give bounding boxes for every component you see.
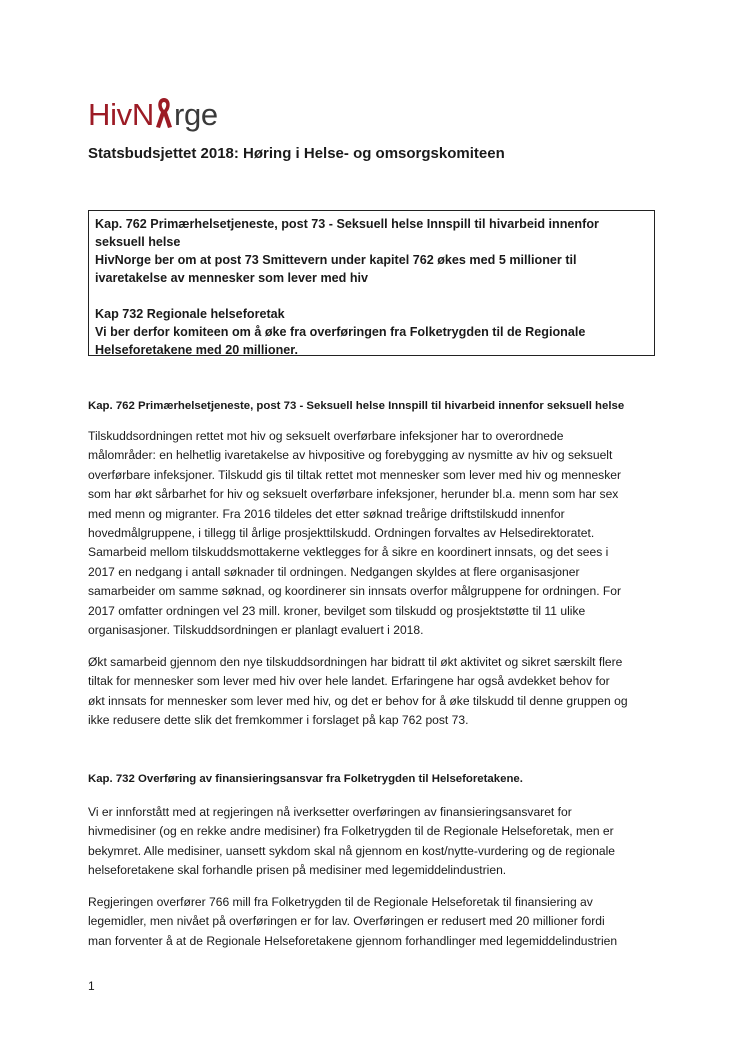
text-line: bekymret. Alle medisiner, uansett sykdom skal nå gjennom en kost/nytte-vurdering og de regionale [88, 843, 616, 858]
text-line: Tilskuddsordningen rettet mot hiv og seksuelt overførbare infeksjoner har to overordnede [88, 429, 564, 443]
summary-line: Helseforetakene med 20 millioner. [95, 343, 298, 357]
text-line: samarbeider om samme søknad, og koordinerer sin innsats overfor målgruppene for ordningen. For [88, 584, 622, 599]
section1-heading: Kap. 762 Primærhelsetjeneste, post 73 - Seksuell helse Innspill til hivarbeid innenfor seksuell helse [88, 400, 625, 412]
text-line: Samarbeid mellom tilskuddsmottakerne vektlegges for å sikre en koordinert innsats, og det sees i [88, 545, 609, 560]
text-line: Vi er innforstått med at regjeringen nå iverksetter overføringen av finansieringsansvaret for [88, 805, 572, 819]
summary-line: seksuell helse [95, 235, 181, 249]
text-line: målområder: en helhetlig ivaretakelse av hivpositive og forebygging av nysmitte av hiv og seksuelt [88, 448, 613, 463]
page-number: 1 [88, 979, 95, 993]
text-line: Økt samarbeid gjennom den nye tilskuddsordningen har bidratt til økt aktivitet og sikret særskilt flere [88, 655, 623, 669]
summary-line: ivaretakelse av mennesker som lever med hiv [95, 271, 369, 285]
text-line: 2017 omfatter ordningen vel 23 mill. kroner, bevilget som tilskudd og prosjektstøtte til 11 ulike [88, 603, 586, 618]
section2-heading: Kap. 732 Overføring av finansieringsansvar fra Folketrygden til Helseforetakene. [88, 773, 523, 785]
summary-box [88, 210, 655, 356]
text-line: helseforetakene skal forhandle prisen på medisiner med legemiddelindustrien. [88, 863, 507, 878]
section2-paragraph-2 [88, 893, 670, 951]
logo-text [88, 94, 218, 130]
hivnorge-logo [88, 86, 218, 130]
text-line: som har økt sårbarhet for hiv og seksuelt overførbare infeksjoner, herunder bl.a. menn som har sex [88, 487, 619, 502]
text-line: tiltak for mennesker som lever med hiv over hele landet. Erfaringene har også avdekket behov for [88, 674, 610, 689]
text-line: organisasjoner. Tilskuddsordningen er planlagt evaluert i 2018. [88, 623, 424, 638]
section1-paragraph-2 [88, 653, 670, 731]
section2-paragraph-1 [88, 803, 670, 881]
logo-text-part2: rge [173, 97, 218, 132]
section1-paragraph-1 [88, 427, 670, 640]
summary-line: Kap. 762 Primærhelsetjeneste, post 73 - Seksuell helse Innspill til hivarbeid innenfor [95, 217, 599, 231]
summary-line: Kap 732 Regionale helseforetak [95, 307, 285, 321]
text-line: hivmedisiner (og en rekke andre medisiner) fra Folketrygden til de Regionale Helseforetak, men er [88, 824, 614, 839]
text-line: 2017 en nedgang i antall søknader til ordningen. Nedgangen skyldes at flere organisasjoner [88, 564, 580, 579]
text-line: man forventer å at de Regionale Helseforetakene gjennom forhandlinger med legemiddelindustrien [88, 933, 618, 948]
text-line: Regjeringen overfører 766 mill fra Folketrygden til de Regionale Helseforetak til finansiering av [88, 895, 593, 909]
text-line: økt innsats for mennesker som lever med hiv, og det er behov for å øke tilskudd til denne gruppen og [88, 693, 628, 708]
text-line: ikke redusere dette slik det fremkommer i forslaget på kap 762 post 73. [88, 713, 469, 728]
text-line: hovedmålgruppene, i tillegg til årlige prosjekttilskudd. Ordningen forvaltes av Helsedirektoratet. [88, 526, 595, 541]
summary-line: HivNorge ber om at post 73 Smittevern under kapitel 762 økes med 5 millioner til [95, 253, 577, 267]
page-title: Statsbudsjettet 2018: Høring i Helse- og omsorgskomiteen [88, 145, 505, 162]
text-line: overførbare infeksjoner. Tilskudd gis til tiltak rettet mot mennesker som lever med hiv og mennesker [88, 467, 622, 482]
text-line: med menn og migranter. Fra 2016 tildeles det etter søknad treårige driftstilskudd innenfor [88, 506, 565, 521]
ribbon-icon [153, 94, 175, 130]
logo-text-part1: HivN [88, 97, 154, 132]
text-line: legemidler, men nivået på overføringen er for lav. Overføringen er redusert med 20 millioner fordi [88, 914, 605, 929]
summary-line: Vi ber derfor komiteen om å øke fra overføringen fra Folketrygden til de Regionale [95, 325, 586, 339]
